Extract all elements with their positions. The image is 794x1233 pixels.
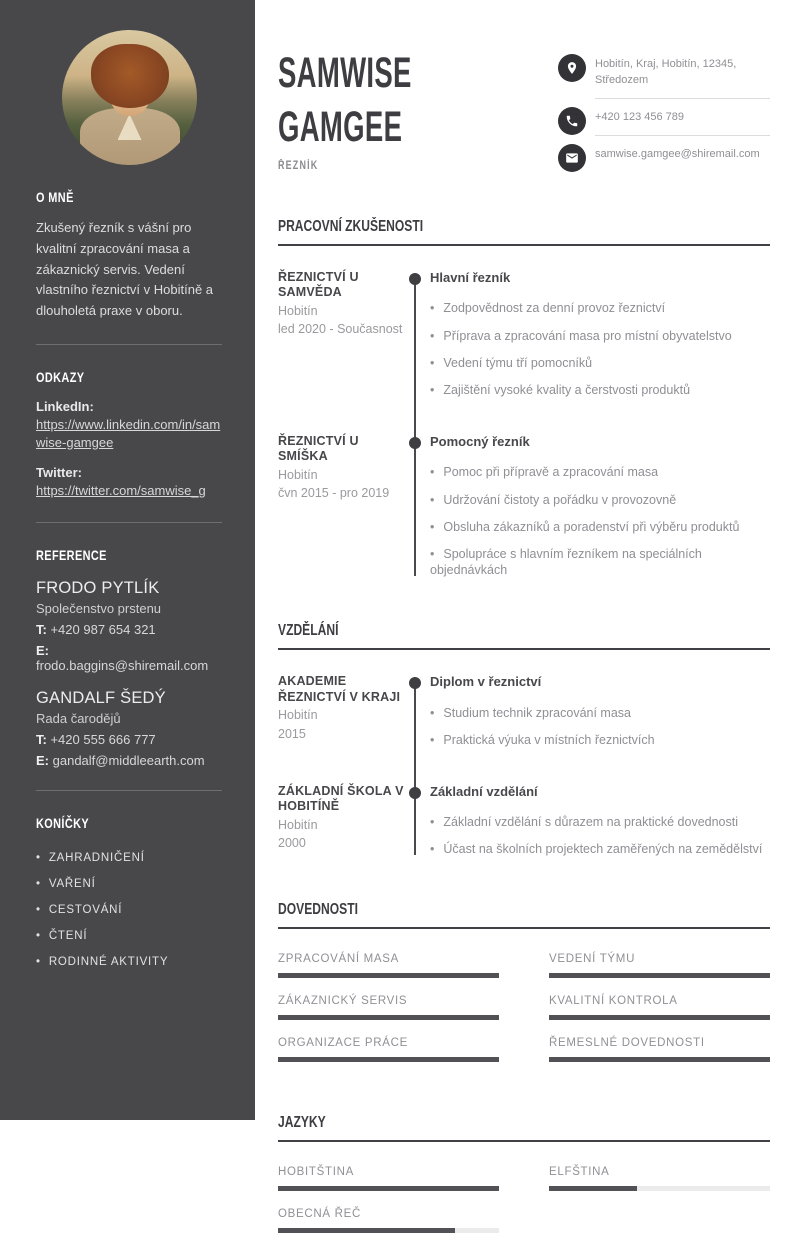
skill-bar: [549, 973, 770, 978]
reference-item: [36, 689, 222, 768]
skill-item: [549, 1037, 770, 1062]
about-heading: O MNĚ: [36, 189, 74, 205]
skill-bar: [549, 1015, 770, 1020]
bullet-item: • Základní vzdělání s důrazem na praktické dovednosti: [430, 809, 770, 836]
references-section: [36, 547, 222, 768]
main-content: [255, 0, 794, 1221]
bullet-item: • Příprava a zpracování masa pro místní obyvatelstvo: [430, 322, 770, 349]
language-item: [278, 1166, 499, 1191]
role-bullets: [430, 295, 770, 404]
education-section: [278, 622, 770, 863]
links-heading: ODKAZY: [36, 368, 85, 385]
profile-photo: [62, 30, 197, 165]
education-entry: [278, 784, 770, 864]
reference-phone: [36, 622, 222, 637]
skills-section: [278, 901, 770, 1062]
skills-heading: DOVEDNOSTI: [278, 901, 770, 929]
skill-bar: [549, 1057, 770, 1062]
timeline-dot: [409, 273, 421, 285]
reference-name: GANDALF ŠEDÝ: [36, 688, 166, 707]
education-heading: VZDĚLÁNÍ: [278, 622, 770, 650]
hobby-item: • CESTOVÁNÍ: [36, 897, 222, 923]
reference-phone: [36, 732, 222, 747]
contact-phone: +420 123 456 789: [595, 107, 770, 136]
languages-section: [278, 1114, 770, 1233]
bullet-item: • Zodpovědnost za denní provoz řeznictví: [430, 295, 770, 322]
location-pin-icon: [558, 54, 586, 82]
language-bar-fill: [549, 1186, 637, 1191]
contact-row-phone: [558, 107, 770, 136]
skill-item: [549, 953, 770, 978]
linkedin-label: LinkedIn:: [36, 398, 94, 414]
bullet-item: • Zajištění vysoké kvality a čerstvosti produktů: [430, 377, 770, 404]
last-name: GAMGEE: [278, 103, 403, 152]
language-bar: [278, 1186, 499, 1191]
skill-bar-fill: [278, 1015, 499, 1020]
skill-label: ZPRACOVÁNÍ MASA: [278, 953, 400, 966]
hobby-list: [36, 845, 222, 975]
hobby-item: • ČTENÍ: [36, 923, 222, 949]
reference-org: Rada čarodějů: [36, 710, 121, 726]
date-range: 2000: [278, 836, 306, 851]
role-bullets: [430, 459, 770, 584]
degree-bullets: [430, 699, 770, 754]
envelope-icon: [558, 144, 586, 172]
degree-title: Základní vzdělání: [430, 783, 538, 799]
date-range: led 2020 - Současnost: [278, 322, 403, 337]
twitter-label: Twitter:: [36, 465, 82, 481]
bullet-item: • Obsluha zákazníků a poradenství při výběru produktů: [430, 513, 770, 540]
language-bar: [549, 1186, 770, 1191]
role-title: Pomocný řezník: [430, 433, 530, 449]
sidebar-divider: [36, 522, 222, 523]
skill-bar: [278, 973, 499, 978]
bullet-item: • Praktická výuka v místních řeznictvích: [430, 726, 770, 753]
education-entry: [278, 674, 770, 754]
skill-bar-fill: [549, 1015, 770, 1020]
skill-bar-fill: [549, 973, 770, 978]
skill-label: KVALITNÍ KONTROLA: [549, 995, 678, 1008]
bullet-item: • Studium technik zpracování masa: [430, 699, 770, 726]
linkedin-link-group: [36, 399, 222, 451]
bullet-item: • Spolupráce s hlavním řezníkem na speciálních objednávkách: [430, 541, 770, 585]
hobby-item: • VAŘENÍ: [36, 871, 222, 897]
skill-bar-fill: [278, 973, 499, 978]
twitter-link[interactable]: https://twitter.com/samwise_g: [36, 483, 206, 499]
language-label: HOBITŠTINA: [278, 1166, 355, 1179]
school-location: Hobitín: [278, 817, 318, 832]
contact-block: [558, 54, 770, 180]
company-location: Hobitín: [278, 468, 318, 483]
languages-heading: JAZYKY: [278, 1114, 770, 1142]
skill-item: [278, 995, 499, 1020]
email-value: frodo.baggins@shiremail.com: [36, 657, 209, 673]
skill-item: [278, 953, 499, 978]
hobby-item: • RODINNÉ AKTIVITY: [36, 949, 222, 975]
language-bar-fill: [278, 1186, 499, 1191]
phone-value: +420 555 666 777: [50, 731, 156, 747]
phone-label: T:: [36, 731, 47, 747]
hobby-item: • ZAHRADNIČENÍ: [36, 845, 222, 871]
skill-bar-fill: [549, 1057, 770, 1062]
links-section: [36, 369, 222, 500]
education-entry-meta: [278, 784, 406, 852]
timeline-dot: [409, 677, 421, 689]
photo-hair-shape: [91, 44, 169, 108]
timeline-dot: [409, 787, 421, 799]
school-location: Hobitín: [278, 708, 318, 723]
school-name: ZÁKLADNÍ ŠKOLA V HOBITÍNĚ: [278, 783, 404, 814]
sidebar-divider: [36, 344, 222, 345]
skill-bar: [278, 1015, 499, 1020]
email-label: E:: [36, 642, 49, 658]
phone-icon: [558, 107, 586, 135]
job-title: ŘEZNÍK: [278, 160, 319, 173]
name-block: [278, 46, 558, 172]
language-item: [278, 1208, 499, 1233]
reference-org: Společenstvo prstenu: [36, 600, 162, 616]
references-heading: REFERENCE: [36, 546, 107, 563]
email-value: gandalf@middleearth.com: [52, 752, 205, 768]
contact-row-email: [558, 144, 770, 172]
skill-label: VEDENÍ TÝMU: [549, 953, 636, 966]
skill-label: ORGANIZACE PRÁCE: [278, 1037, 409, 1050]
skill-item: [549, 995, 770, 1020]
bullet-item: • Vedení týmu tří pomocníků: [430, 349, 770, 376]
email-label: E:: [36, 752, 49, 768]
school-name: AKADEMIE ŘEZNICTVÍ V KRAJI: [278, 674, 401, 704]
bullet-item: • Účast na školních projektech zaměřených na zemědělství: [430, 836, 770, 863]
experience-entry: [278, 434, 770, 584]
header: [278, 46, 770, 180]
phone-value: +420 987 654 321: [50, 621, 156, 637]
languages-grid: [278, 1166, 770, 1233]
language-bar-fill: [278, 1228, 455, 1233]
reference-email: [36, 753, 222, 768]
skill-bar-fill: [278, 1057, 499, 1062]
first-name: SAMWISE: [278, 49, 412, 97]
experience-entry-meta: [278, 434, 406, 502]
language-label: OBECNÁ ŘEČ: [278, 1208, 362, 1221]
language-item: [549, 1166, 770, 1191]
skill-label: ŘEMESLNÉ DOVEDNOSTI: [549, 1037, 705, 1050]
timeline-dot: [409, 437, 421, 449]
reference-name: FRODO PYTLÍK: [36, 578, 160, 597]
date-range: čvn 2015 - pro 2019: [278, 486, 390, 501]
skill-item: [278, 1037, 499, 1062]
contact-row-address: [558, 54, 770, 99]
skill-bar: [278, 1057, 499, 1062]
reference-email: [36, 643, 222, 673]
degree-title: Diplom v řeznictví: [430, 674, 542, 690]
sidebar-divider: [36, 790, 222, 791]
education-entries: [278, 674, 770, 863]
degree-bullets: [430, 809, 770, 864]
hobbies-heading: KONÍČKY: [36, 814, 90, 831]
sidebar: [0, 0, 255, 1120]
date-range: 2015: [278, 726, 306, 741]
experience-entry: [278, 270, 770, 404]
contact-address: Hobitín, Kraj, Hobitín, 12345, Středozem: [595, 54, 770, 99]
phone-label: T:: [36, 621, 47, 637]
role-title: Hlavní řezník: [430, 269, 511, 285]
company-location: Hobitín: [278, 304, 318, 319]
contact-email: samwise.gamgee@shiremail.com: [595, 147, 760, 160]
experience-entry-meta: [278, 270, 406, 338]
linkedin-link[interactable]: https://www.linkedin.com/in/samwise-gamgee: [36, 416, 221, 450]
skill-label: ZÁKAZNICKÝ SERVIS: [278, 995, 408, 1008]
company-name: ŘEZNICTVÍ U SMÍŠKA: [278, 433, 359, 464]
education-entry-meta: [278, 674, 406, 742]
language-label: ELFŠTINA: [549, 1166, 610, 1179]
reference-item: [36, 579, 222, 673]
company-name: ŘEZNICTVÍ U SAMVĚDA: [278, 269, 359, 300]
twitter-link-group: [36, 465, 222, 500]
hobbies-section: [36, 815, 222, 975]
about-text: Zkušený řezník s vášní pro kvalitní zpracování masa a zákaznický servis. Vedení vlastního řeznictví v Hobitíně a dlouholetá praxe v oboru.: [36, 220, 214, 319]
experience-entries: [278, 270, 770, 584]
language-bar: [278, 1228, 499, 1233]
skills-grid: [278, 953, 770, 1062]
about-section: [36, 189, 222, 322]
bullet-item: • Udržování čistoty a pořádku v provozovně: [430, 486, 770, 513]
experience-heading: PRACOVNÍ ZKUŠENOSTI: [278, 218, 770, 246]
bullet-item: • Pomoc při přípravě a zpracování masa: [430, 459, 770, 486]
experience-section: [278, 218, 770, 584]
